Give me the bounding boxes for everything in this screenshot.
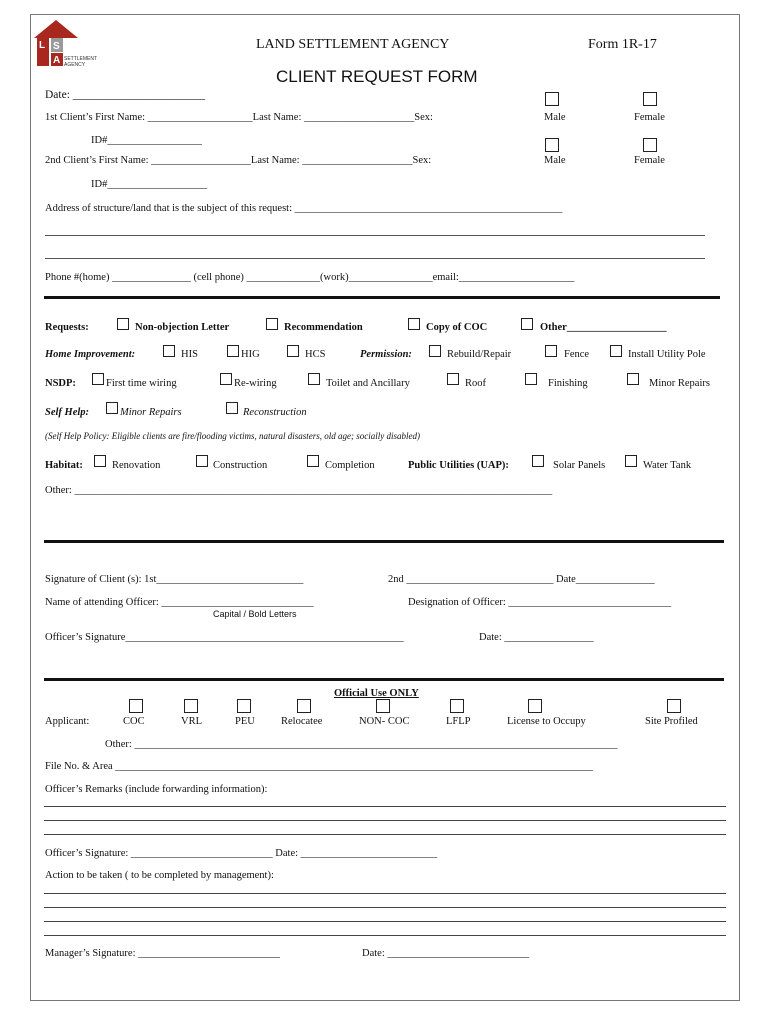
nsdp-checkbox[interactable]	[627, 373, 639, 385]
permission-checkbox[interactable]	[610, 345, 622, 357]
self-help-option: Minor Repairs	[120, 407, 182, 418]
agency-name: LAND SETTLEMENT AGENCY	[256, 37, 450, 52]
nsdp-option: Toilet and Ancillary	[326, 378, 410, 389]
self-help-checkbox[interactable]	[226, 402, 238, 414]
habitat-checkbox[interactable]	[307, 455, 319, 467]
male-label: Male	[544, 155, 566, 166]
uap-option: Solar Panels	[553, 460, 606, 471]
nsdp-label: NSDP:	[45, 378, 76, 389]
female-label: Female	[634, 112, 665, 123]
client1-id-field[interactable]: ID#__________________	[91, 135, 202, 146]
self-help-checkbox[interactable]	[106, 402, 118, 414]
applicant-option: COC	[123, 716, 145, 727]
nsdp-checkbox[interactable]	[308, 373, 320, 385]
request-checkbox[interactable]	[117, 318, 129, 330]
habitat-option: Completion	[325, 460, 375, 471]
permission-option: Rebuild/Repair	[447, 349, 512, 360]
applicant-checkbox[interactable]	[297, 699, 311, 713]
female-label: Female	[634, 155, 665, 166]
divider	[44, 296, 720, 299]
remarks-line[interactable]	[44, 834, 726, 835]
habitat-other-field[interactable]: Other: ___________________________________________________________________________________________	[45, 485, 553, 496]
habitat-label: Habitat:	[45, 460, 83, 471]
permission-option: Install Utility Pole	[628, 349, 706, 360]
action-line[interactable]	[44, 921, 726, 922]
date-field[interactable]: Date: _______________________	[45, 89, 206, 101]
svg-text:AGENCY: AGENCY	[64, 62, 86, 68]
applicant-checkbox[interactable]	[237, 699, 251, 713]
applicant-option: NON- COC	[359, 716, 410, 727]
request-checkbox[interactable]	[266, 318, 278, 330]
applicant-option: VRL	[181, 716, 202, 727]
hi-option: HIS	[181, 349, 198, 360]
requests-label: Requests:	[45, 322, 89, 333]
nsdp-option: Roof	[465, 378, 486, 389]
uap-label: Public Utilities (UAP):	[408, 460, 509, 471]
applicant-option: License to Occupy	[507, 716, 586, 727]
officer-designation-field[interactable]: Designation of Officer: _______________________________	[408, 597, 672, 608]
divider	[44, 678, 724, 681]
svg-text:SETTLEMENT: SETTLEMENT	[64, 56, 98, 62]
lsa-logo	[34, 18, 106, 73]
manager-signature-field[interactable]: Manager’s Signature: ___________________________	[45, 948, 280, 959]
second-signature-field[interactable]: 2nd ____________________________ Date_______________	[388, 574, 655, 585]
uap-checkbox[interactable]	[532, 455, 544, 467]
permission-checkbox[interactable]	[429, 345, 441, 357]
nsdp-option: Finishing	[548, 378, 588, 389]
officer-signature-field[interactable]: Officer’s Signature_____________________________________________________	[45, 632, 404, 643]
form-title: CLIENT REQUEST FORM	[276, 67, 478, 86]
officer-remarks-label: Officer’s Remarks (include forwarding information):	[45, 784, 268, 795]
svg-text:S: S	[53, 41, 60, 52]
applicant-checkbox[interactable]	[450, 699, 464, 713]
hi-checkbox[interactable]	[287, 345, 299, 357]
request-option: Non-objection Letter	[135, 322, 230, 333]
phone-field[interactable]: Phone #(home) _______________ (cell phone) ______________(work)________________email:______________________	[45, 272, 575, 283]
uap-option: Water Tank	[643, 460, 692, 471]
permission-checkbox[interactable]	[545, 345, 557, 357]
capital-letters-note: Capital / Bold Letters	[213, 609, 297, 619]
applicant-checkbox[interactable]	[129, 699, 143, 713]
hi-option: HIG	[241, 349, 260, 360]
applicant-option: LFLP	[446, 716, 471, 727]
permission-label: Permission:	[360, 349, 412, 360]
self-help-policy: (Self Help Policy: Eligible clients are fire/flooding victims, natural disasters, old age; socially disabled)	[45, 431, 421, 441]
svg-text:L: L	[39, 40, 46, 51]
hi-option: HCS	[305, 349, 326, 360]
official-use-heading: Official Use ONLY	[334, 688, 419, 699]
nsdp-option: First time wiring	[106, 378, 177, 389]
nsdp-checkbox[interactable]	[447, 373, 459, 385]
official-other-field[interactable]: Other: ____________________________________________________________________________________________	[105, 739, 618, 750]
hi-checkbox[interactable]	[227, 345, 239, 357]
nsdp-checkbox[interactable]	[220, 373, 232, 385]
address-line[interactable]	[45, 235, 705, 236]
applicant-checkbox[interactable]	[667, 699, 681, 713]
habitat-option: Construction	[213, 460, 268, 471]
action-line[interactable]	[44, 907, 726, 908]
applicant-option: Relocatee	[281, 716, 323, 727]
client2-name-field[interactable]: 2nd Client’s First Name: ___________________Last Name: _____________________Sex:	[45, 155, 432, 166]
action-label: Action to be taken ( to be completed by management):	[45, 870, 274, 881]
remarks-line[interactable]	[44, 820, 726, 821]
client-signature-field[interactable]: Signature of Client (s): 1st____________________________	[45, 574, 304, 585]
applicant-option: Site Profiled	[645, 716, 698, 727]
applicant-label: Applicant:	[45, 716, 90, 727]
sex-female-checkbox-2[interactable]	[643, 138, 657, 152]
remarks-line[interactable]	[44, 806, 726, 807]
officer-date-field[interactable]: Date: _________________	[479, 632, 594, 643]
habitat-checkbox[interactable]	[196, 455, 208, 467]
habitat-checkbox[interactable]	[94, 455, 106, 467]
client2-id-field[interactable]: ID#___________________	[91, 179, 208, 190]
officer-name-field[interactable]: Name of attending Officer: _____________________________	[45, 597, 314, 608]
nsdp-option: Minor Repairs	[649, 378, 710, 389]
divider	[44, 540, 724, 543]
nsdp-checkbox[interactable]	[92, 373, 104, 385]
applicant-option: PEU	[235, 716, 255, 727]
form-number: Form 1R-17	[588, 37, 657, 52]
home-improvement-label: Home Improvement:	[45, 349, 136, 360]
request-option: Copy of COC	[426, 322, 488, 333]
uap-checkbox[interactable]	[625, 455, 637, 467]
nsdp-option: Re-wiring	[234, 378, 277, 389]
self-help-label: Self Help:	[45, 407, 90, 418]
habitat-option: Renovation	[112, 460, 161, 471]
applicant-checkbox[interactable]	[376, 699, 390, 713]
permission-option: Fence	[564, 349, 590, 360]
request-checkbox[interactable]	[408, 318, 420, 330]
address-field[interactable]: Address of structure/land that is the subject of this request: ___________________________________________________	[45, 203, 563, 214]
manager-date-field[interactable]: Date: ___________________________	[362, 948, 530, 959]
request-checkbox[interactable]	[521, 318, 533, 330]
hi-checkbox[interactable]	[163, 345, 175, 357]
nsdp-checkbox[interactable]	[525, 373, 537, 385]
applicant-checkbox[interactable]	[528, 699, 542, 713]
sex-male-checkbox-2[interactable]	[545, 138, 559, 152]
sex-male-checkbox-1[interactable]	[545, 92, 559, 106]
svg-text:A: A	[53, 55, 61, 66]
action-line[interactable]	[44, 935, 726, 936]
applicant-checkbox[interactable]	[184, 699, 198, 713]
request-option: Recommendation	[284, 322, 363, 333]
client1-name-field[interactable]: 1st Client’s First Name: ____________________Last Name: _____________________Sex:	[45, 112, 433, 123]
sex-female-checkbox-1[interactable]	[643, 92, 657, 106]
action-line[interactable]	[44, 893, 726, 894]
address-line[interactable]	[45, 258, 705, 259]
male-label: Male	[544, 112, 566, 123]
official-officer-signature-field[interactable]: Officer’s Signature: ___________________________ Date: __________________________	[45, 848, 438, 859]
file-number-field[interactable]: File No. & Area ___________________________________________________________________________________________	[45, 761, 594, 772]
request-other-field[interactable]: Other___________________	[540, 322, 667, 333]
self-help-option: Reconstruction	[243, 407, 307, 418]
